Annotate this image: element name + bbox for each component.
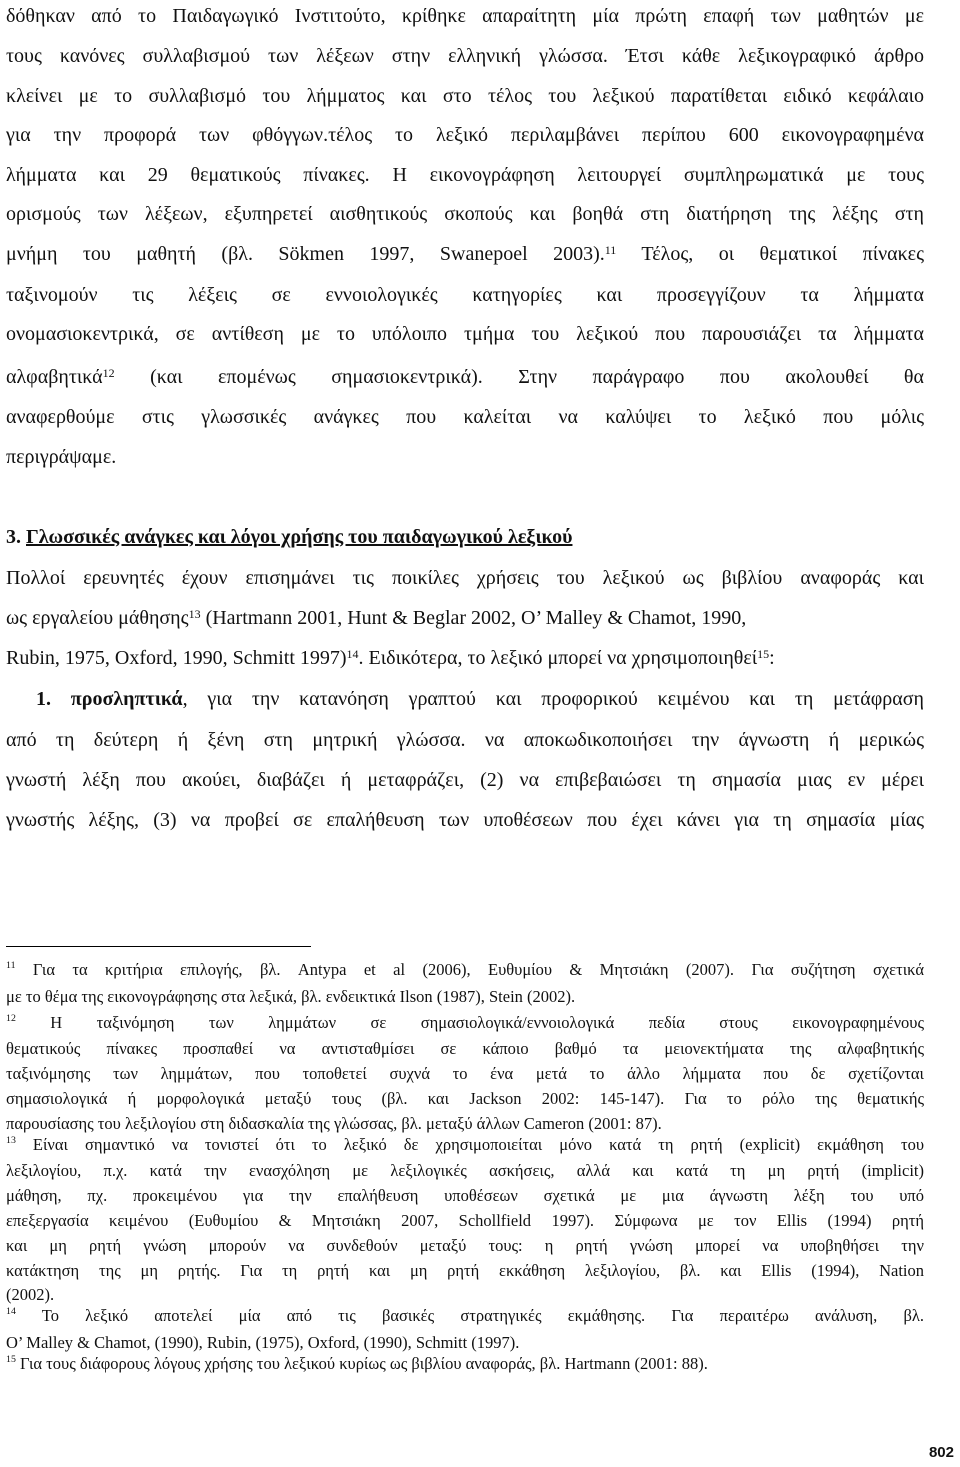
body-line: τους κανόνες συλλαβισμού των λέξεων στην ελληνική γλώσσα. Έτσι κάθε λεξικογραφικό άρθρο: [6, 45, 924, 67]
footnote-line: [6, 987, 924, 1007]
section-number: 3.: [6, 526, 21, 548]
body-text: :: [769, 647, 775, 669]
list-line: γνωστή λέξη που ακούει, διαβάζει ή μεταφράζει, (2) να επιβεβαιώσει τη σημασία μιας εν μέρει: [6, 769, 924, 791]
footnote-text: μάθηση, πχ. προκειμένου για την επαλήθευση υποθέσεων σχετικά με μια άγνωστη λέξη του υπό: [6, 1186, 924, 1205]
body-line: περιγράψαμε.: [6, 446, 117, 468]
footnote-line: [6, 1161, 924, 1181]
body-text: μνήμη του μαθητή (βλ. Sökmen 1997, Swanepoel 2003).: [6, 243, 605, 265]
list-item: [36, 687, 924, 711]
body-line: λήμματα και 29 θεματικούς πίνακες. Η εικονογράφηση λειτουργεί συμπληρωματικά με τους: [6, 164, 924, 186]
body-line: για την προφορά των φθόγγων.τέλος το λεξικό περιλαμβάνει περίπου 600 εικονογραφημένα: [6, 124, 924, 146]
footnote-line: [6, 1211, 924, 1231]
footnote-text: με το θέμα της εικονογράφησης στα λεξικά, βλ. ενδεικτικά Ilson (1987), Stein (2002).: [6, 987, 576, 1006]
footnote-ref: 11: [604, 243, 617, 257]
body-line: ονομασιοκεντρικά, σε αντίθεση με το υπόλοιπο τμήμα του λεξικού που παρουσιάζει τα λήμματα: [6, 323, 924, 345]
footnote-ref: 15: [757, 647, 770, 661]
section-line: [6, 606, 924, 630]
list-line: από τη δεύτερη ή ξένη στη μητρική γλώσσα. να αποκωδικοποιήσει την άγνωστη ή μερικώς: [6, 729, 924, 751]
footnote-number: 13: [6, 1135, 16, 1146]
footnote-text: λεξιλογίου, π.χ. κατά την ενασχόληση με λεξιλογικές ασκήσεις, αλλά και κατά τη μη ρητή (implicit): [6, 1161, 924, 1180]
footnote-text: Για τους διάφορους λόγους χρήσης του λεξικού κυρίως ως βιβλίου αναφοράς, βλ. Hartmann (2001: 88).: [15, 1354, 708, 1373]
footnote-text: Είναι σημαντικό να τονιστεί ότι το λεξικό δε χρησιμοποιείται μόνο κατά τη ρητή (explicit) εκμάθηση του: [15, 1135, 924, 1154]
body-line: δόθηκαν από το Παιδαγωγικό Ινστιτούτο, κρίθηκε απαραίτητη μία πρώτη επαφή των μαθητών με: [6, 5, 924, 27]
footnote-text: παρουσίασης του λεξιλογίου στη διδασκαλία της γλώσσας, βλ. μεταξύ άλλων Cameron (2001: 87).: [6, 1114, 662, 1133]
footnote-line: [6, 1236, 924, 1256]
footnote-text: σημασιολογικά ή μορφολογικά μεταξύ τους (βλ. και Jackson 2002: 145-147). Για το ρόλο της θεματικής: [6, 1089, 924, 1108]
footnote-text: Η ταξινόμηση των λημμάτων σε σημασιολογικά/εννοιολογικά πεδία στους εικονογραφημένους: [15, 1013, 924, 1032]
footnote-number: 14: [6, 1306, 16, 1317]
footnote-number: 12: [6, 1013, 16, 1024]
body-text: (Hartmann 2001, Hunt & Beglar 2002, Ο’ Malley & Chamot, 1990,: [200, 607, 747, 629]
footnote-text: Ο’ Malley & Chamot, (1990), Rubin, (1975), Oxford, (1990), Schmitt (1997).: [6, 1333, 520, 1352]
footnote-text: Για τα κριτήρια επιλογής, βλ. Antypa et al (2006), Ευθυμίου & Μητσιάκη (2007). Για συζήτηση σχετικά: [15, 960, 924, 979]
footnote-ref: 12: [102, 366, 115, 380]
body-line: αναφερθούμε στις γλωσσικές ανάγκες που καλείται να καλύψει το λεξικό που μόλις: [6, 406, 924, 428]
list-number: 1.: [36, 688, 51, 710]
footnote-line: [6, 1333, 924, 1353]
body-text: (και επομένως σημασιοκεντρικά). Στην παράγραφο που ακολουθεί θα: [114, 366, 924, 388]
body-text: . Ειδικότερα, το λεξικό μπορεί να χρησιμοποιηθεί: [358, 647, 758, 669]
body-text: , για την κατανόηση γραπτού και προφορικού κειμένου και τη μετάφραση: [182, 688, 925, 710]
footnote-line: [6, 1354, 924, 1374]
footnote-ref: 14: [346, 647, 359, 661]
footnote-text: επεξεργασία κειμένου (Ευθυμίου & Μητσιάκη 2007, Schollfield 1997). Σύμφωνα με τον Ellis (1994) ρητή: [6, 1211, 924, 1230]
body-text: Τέλος, οι θεματικοί πίνακες: [616, 243, 925, 265]
footnote-line: [6, 1285, 924, 1305]
list-line: γνωστής λέξης, (3) να προβεί σε επαλήθευση των υποθέσεων που έχει κάνει για τη σημασία μίας: [6, 809, 924, 831]
body-line: κλείνει με το συλλαβισμό του λήμματος και στο τέλος του λεξικού παρατίθεται ειδικό κεφάλαιο: [6, 85, 924, 107]
body-text: ως εργαλείου μάθησης: [6, 607, 189, 629]
footnote-ref: 13: [188, 607, 201, 621]
body-text: Rubin, 1975, Oxford, 1990, Schmitt 1997): [6, 647, 347, 669]
footnote-line: [6, 1114, 924, 1134]
section-title: Γλωσσικές ανάγκες και λόγοι χρήσης του παιδαγωγικού λεξικού: [26, 526, 573, 548]
page-number: 802: [928, 1444, 954, 1461]
footnote-separator: [6, 946, 311, 947]
footnote-text: Το λεξικό αποτελεί μία από τις βασικές στρατηγικές εκμάθησης. Για περαιτέρω ανάλυση, βλ.: [15, 1306, 924, 1325]
footnote-line: [6, 960, 924, 980]
footnote-text: κατάκτηση της μη ρητής. Για τη ρητή και μη ρητή εκκάθηση λεξιλογίου, βλ. και Ellis (1994), Nation: [6, 1261, 924, 1280]
footnote-line: [6, 1064, 924, 1084]
body-line: [6, 242, 924, 266]
footnote-line: [6, 1039, 924, 1059]
footnote-line: [6, 1013, 924, 1033]
body-text: αλφαβητικά: [6, 366, 103, 388]
footnote-line: [6, 1135, 924, 1155]
footnote-number: 11: [6, 960, 16, 971]
footnote-text: θεματικούς πίνακες προσπαθεί να αντισταθμίσει σε κάποιο βαθμό τα μειονεκτήματα της αλφαβητικής: [6, 1039, 924, 1058]
section-line: [6, 646, 924, 670]
section-line: Πολλοί ερευνητές έχουν επισημάνει τις ποικίλες χρήσεις του λεξικού ως βιβλίου αναφοράς και: [6, 567, 924, 589]
body-line: [6, 365, 924, 389]
footnote-text: (2002).: [6, 1285, 55, 1304]
section-heading: [6, 525, 924, 549]
footnote-number: 15: [6, 1354, 16, 1365]
list-term: προσληπτικά: [70, 688, 183, 710]
footnote-line: [6, 1261, 924, 1281]
body-line: ταξινομούν τις λέξεις σε εννοιολογικές κατηγορίες και προσεγγίζουν τα λήμματα: [6, 284, 924, 306]
footnote-text: ταξινόμησης των λημμάτων, που τοποθετεί συχνά το ένα μετά το άλλο λήμματα που δε σχετίζονται: [6, 1064, 924, 1083]
footnote-text: και μη ρητή γνώση μπορούν να συνδεθούν μεταξύ τους: η ρητή γνώση μπορεί να υποβηθήσει την: [6, 1236, 924, 1255]
footnote-line: [6, 1306, 924, 1326]
body-line: ορισμούς των λέξεων, εξυπηρετεί αισθητικούς σκοπούς και βοηθά στη διατήρηση της λέξης στη: [6, 203, 924, 225]
footnote-line: [6, 1089, 924, 1109]
footnote-line: [6, 1186, 924, 1206]
